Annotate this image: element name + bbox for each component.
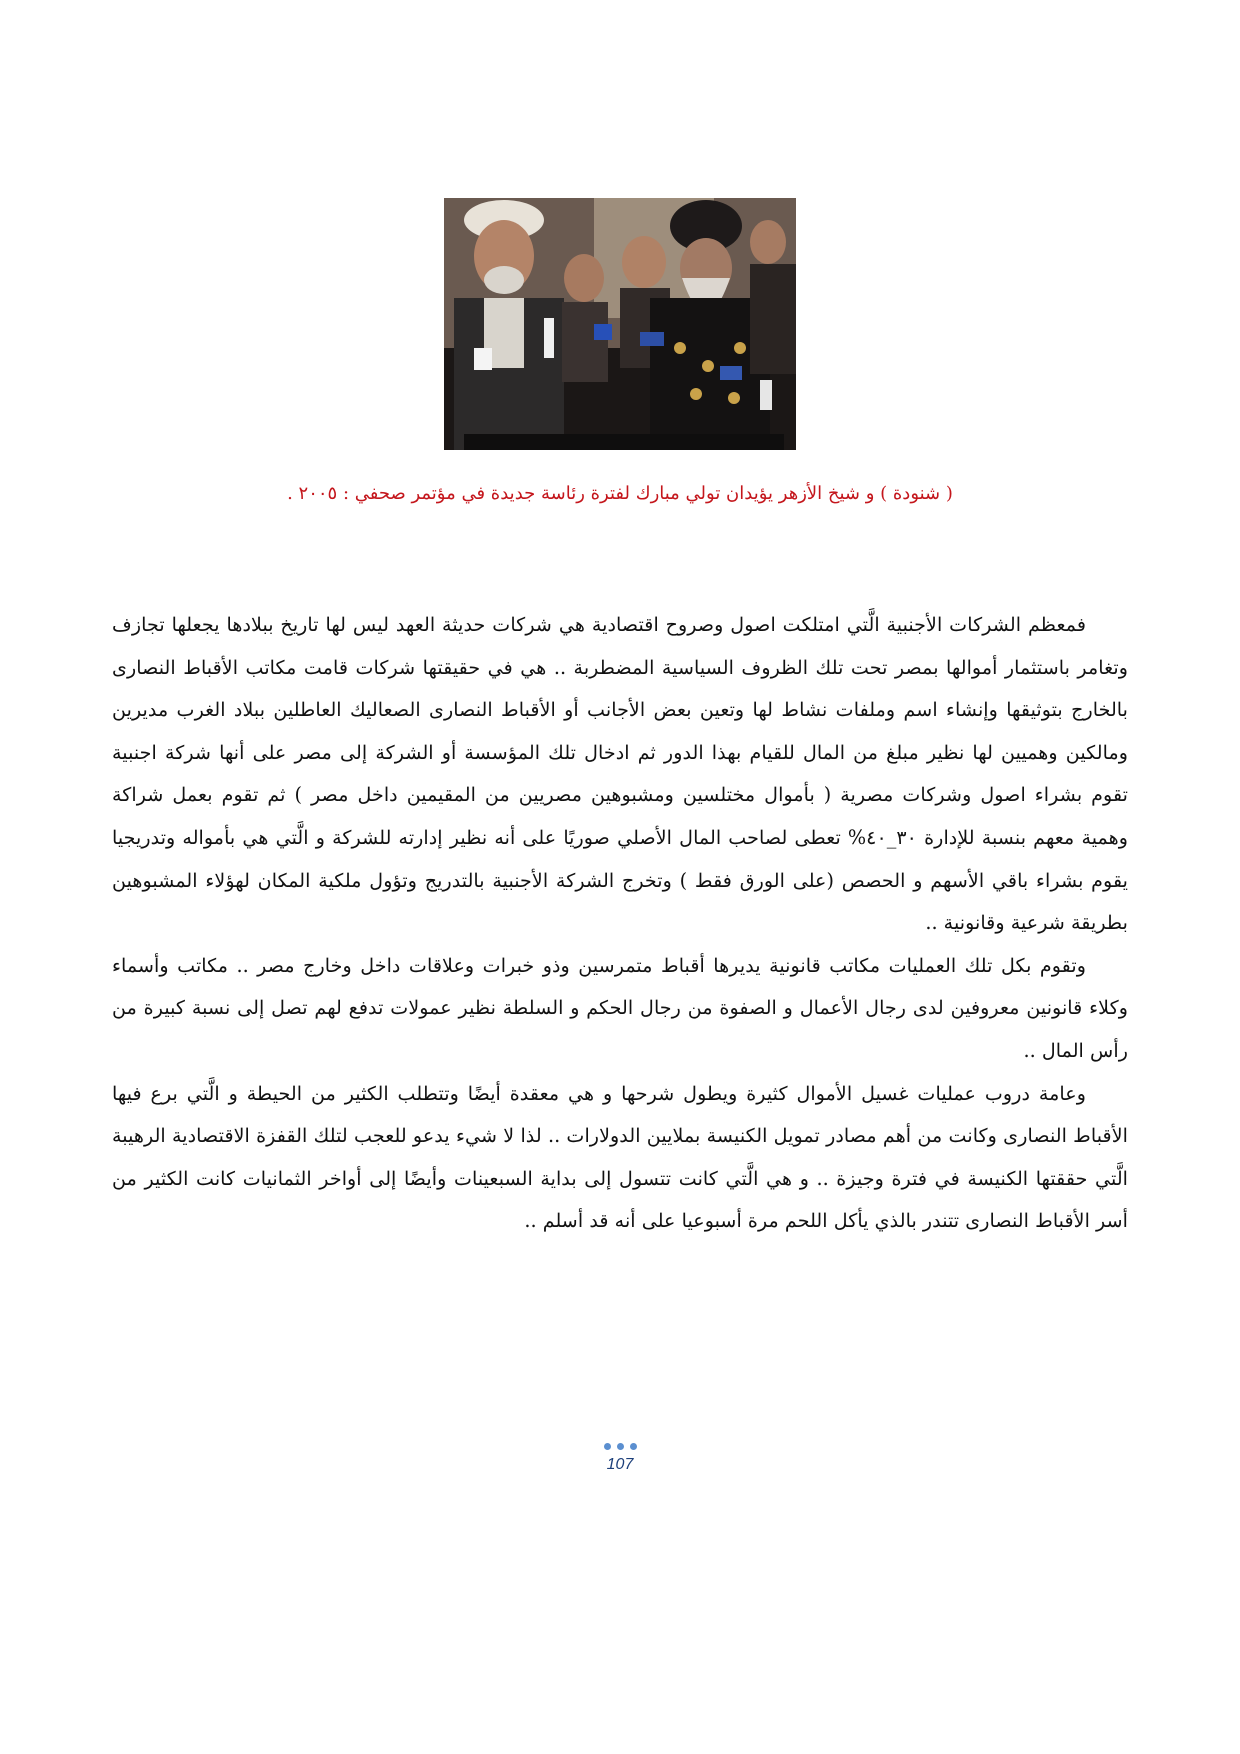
paragraph-3: وعامة دروب عمليات غسيل الأموال كثيرة ويطول شرحها و هي معقدة أيضًا وتتطلب الكثير من الحيطة و الَّتي برع فيها الأقباط النصارى وكانت من أهم مصادر تمويل الكنيسة بملايين الدولارات .. لذا لا شيء يدعو للعجب لتلك القفزة الاقتصادية الرهيبة الَّتي حققتها الكنيسة في فترة وجيزة .. و هي الَّتي كانت تتسول إلى بداية السبعينات وأيضًا إلى أواخر الثمانيات كانت الكثير من أسر الأقباط النصارى تتندر بالذي يأكل اللحم مرة أسبوعيا على أنه قد أسلم ..	[112, 1081, 1128, 1233]
article-body	[112, 604, 1128, 1243]
paragraph-1: فمعظم الشركات الأجنبية الَّتي امتلكت اصول وصروح اقتصادية هي شركات حديثة العهد ليس لها تاريخ ببلادها يجعلها تجازف وتغامر باستثمار أموالها بمصر تحت تلك الظروف السياسية المضطربة .. هي في حقيقتها شركات قامت مكاتب الأقباط النصارى بالخارج بتوثيقها وإنشاء اسم وملفات نشاط لها وتعين بعض الأجانب أو الأقباط النصارى الصعاليك العاطلين ببلاد الغرب مديرين ومالكين وهميين لها نظير مبلغ من المال للقيام بهذا الدور ثم ادخال تلك المؤسسة أو الشركة إلى مصر على أنها شركة اجنبية تقوم بشراء اصول وشركات مصرية ( بأموال مختلسين ومشبوهين مصريين من المقيمين داخل مصر ) ثم تقوم بعمل شراكة وهمية معهم بنسبة للإدارة ٣٠_٤٠% تعطى لصاحب المال الأصلي صوريًا على أنه نظير إدارته للشركة و الَّتي هي بأمواله وتدريجيا يقوم بشراء باقي الأسهم و الحصص (على الورق فقط ) وتخرج الشركة الأجنبية بالتدريج وتؤول ملكية المكان لهؤلاء المشبوهين بطريقة شرعية وقانونية ..	[112, 613, 1129, 935]
photo-caption: ( شنودة ) و شيخ الأزهر يؤيدان تولي مبارك لفترة رئاسة جديدة في مؤتمر صحفي : ٢٠٠٥ .	[287, 483, 953, 504]
ornament-dot-icon	[617, 1443, 624, 1450]
photo-illustration	[444, 198, 796, 450]
paragraph-2: وتقوم بكل تلك العمليات مكاتب قانونية يديرها أقباط متمرسين وذو خبرات وعلاقات داخل وخارج مصر .. مكاتب وأسماء وكلاء قانونين معروفين لدى رجال الأعمال و الصفوة من رجال الحكم و السلطة نظير عمولات تدفع لهم تصل إلى نسبة كبيرة من رأس المال ..	[112, 953, 1128, 1062]
press-conference-photo	[444, 198, 796, 450]
ornament-dot-icon	[604, 1443, 611, 1450]
footer-ornament	[560, 1443, 680, 1453]
ornament-dot-icon	[630, 1443, 637, 1450]
page-number: 107	[606, 1456, 634, 1473]
page-footer	[560, 1443, 680, 1475]
